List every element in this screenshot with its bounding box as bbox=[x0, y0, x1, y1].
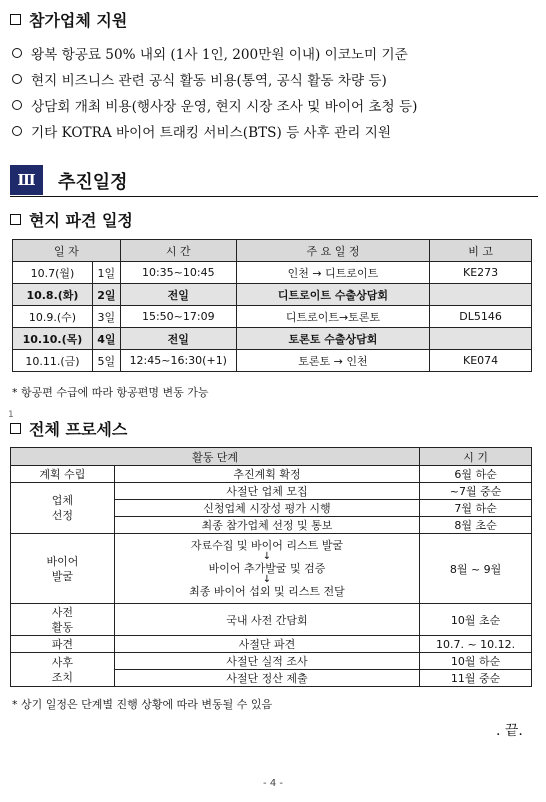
table-row: 사절단 정산 제출 11월 중순 bbox=[11, 670, 532, 687]
flow-step: 최종 바이어 섭외 및 리스트 전달 bbox=[189, 585, 345, 598]
process-table bbox=[10, 447, 532, 687]
column-header-event: 주 요 일 정 bbox=[236, 240, 429, 262]
table-row: 최종 참가업체 선정 및 통보 8월 초순 bbox=[11, 517, 532, 534]
closing-mark: . 끝. bbox=[496, 723, 523, 739]
column-header-time: 시 간 bbox=[120, 240, 236, 262]
stage-cell: 계획 수립 bbox=[11, 466, 115, 483]
table-row-highlighted: 10.8.(화) 2일 전일 디트로이트 수출상담회 bbox=[13, 284, 532, 306]
schedule-table bbox=[12, 239, 532, 372]
list-item: 현지 비즈니스 관련 공식 활동 비용(통역, 공식 활동 차량 등) bbox=[10, 66, 540, 92]
table-row: 파견 사절단 파견 10.7. ~ 10.12. bbox=[11, 636, 532, 653]
section-schedule-title: 현지 파견 일정 bbox=[29, 211, 133, 230]
arrow-down-icon: ↓ bbox=[262, 551, 272, 562]
chapter-heading bbox=[10, 165, 538, 197]
list-item: 기타 KOTRA 바이어 트래킹 서비스(BTS) 등 사후 관리 지원 bbox=[10, 118, 540, 144]
table-header-row bbox=[11, 448, 532, 466]
page-number: - 4 - bbox=[263, 778, 283, 789]
buyer-flow-cell bbox=[114, 534, 419, 604]
list-item: 왕복 항공료 50% 내외 (1사 1인, 200만원 이내) 이코노미 기준 bbox=[10, 40, 540, 66]
circle-bullet-icon bbox=[12, 100, 22, 110]
arrow-down-icon: ↓ bbox=[262, 574, 272, 585]
stage-cell: 업체 선정 bbox=[11, 483, 115, 534]
stage-cell: 바이어 발굴 bbox=[11, 534, 115, 604]
table-row-highlighted: 10.10.(목) 4일 전일 토론토 수출상담회 bbox=[13, 328, 532, 350]
table-row: 계획 수립 추진계획 확정 6월 하순 bbox=[11, 466, 532, 483]
stage-cell: 파견 bbox=[11, 636, 115, 653]
process-footnote: * 상기 일정은 단계별 진행 상황에 따라 변동될 수 있음 bbox=[12, 698, 273, 711]
column-header-date: 일 자 bbox=[13, 240, 121, 262]
stray-mark: 1 bbox=[8, 410, 14, 420]
table-row: 사전 활동 국내 사전 간담회 10월 초순 bbox=[11, 604, 532, 636]
table-row: 사후 조치 사절단 실적 조사 10월 하순 bbox=[11, 653, 532, 670]
column-header-period: 시 기 bbox=[420, 448, 532, 466]
table-header-row bbox=[13, 240, 532, 262]
chapter-divider bbox=[10, 196, 538, 197]
support-list bbox=[10, 40, 540, 144]
square-bullet-icon bbox=[10, 14, 21, 25]
circle-bullet-icon bbox=[12, 74, 22, 84]
section-schedule-heading bbox=[10, 208, 133, 231]
table-row: 바이어 발굴 자료수집 및 바이어 리스트 발굴 ↓ 바이어 추가발굴 및 검증 ↓ 최종 바이어 섭외 및 리스트 전달 8월 ~ 9월 bbox=[11, 534, 532, 604]
column-header-note: 비 고 bbox=[430, 240, 532, 262]
chapter-title: 추진일정 bbox=[58, 172, 128, 193]
schedule-footnote: * 항공편 수급에 따라 항공편명 변동 가능 bbox=[12, 386, 209, 399]
column-header-activity: 활동 단계 bbox=[11, 448, 420, 466]
table-row: 10.9.(수) 3일 15:50~17:09 디트로이트→토론토 DL5146 bbox=[13, 306, 532, 328]
section-process-heading bbox=[10, 417, 127, 440]
circle-bullet-icon bbox=[12, 48, 22, 58]
stage-cell: 사후 조치 bbox=[11, 653, 115, 687]
chapter-number-badge: Ⅲ bbox=[10, 165, 43, 195]
flow-step: 자료수집 및 바이어 리스트 발굴 bbox=[190, 539, 344, 552]
square-bullet-icon bbox=[10, 423, 21, 434]
table-row: 10.7(월) 1일 10:35~10:45 인천 → 디트로이트 KE273 bbox=[13, 262, 532, 284]
section-support-title: 참가업체 지원 bbox=[29, 11, 128, 30]
flow-step: 바이어 추가발굴 및 검증 bbox=[208, 562, 326, 575]
table-row: 신청업체 시장성 평가 시행 7월 하순 bbox=[11, 500, 532, 517]
table-row: 10.11.(금) 5일 12:45~16:30(+1) 토론토 → 인천 KE074 bbox=[13, 350, 532, 372]
stage-cell: 사전 활동 bbox=[11, 604, 115, 636]
list-item: 상담회 개최 비용(행사장 운영, 현지 시장 조사 및 바이어 초청 등) bbox=[10, 92, 540, 118]
circle-bullet-icon bbox=[12, 126, 22, 136]
square-bullet-icon bbox=[10, 214, 21, 225]
table-row: 업체 선정 사절단 업체 모집 ~7월 중순 bbox=[11, 483, 532, 500]
section-support-heading bbox=[10, 8, 127, 31]
section-process-title: 전체 프로세스 bbox=[29, 420, 128, 439]
